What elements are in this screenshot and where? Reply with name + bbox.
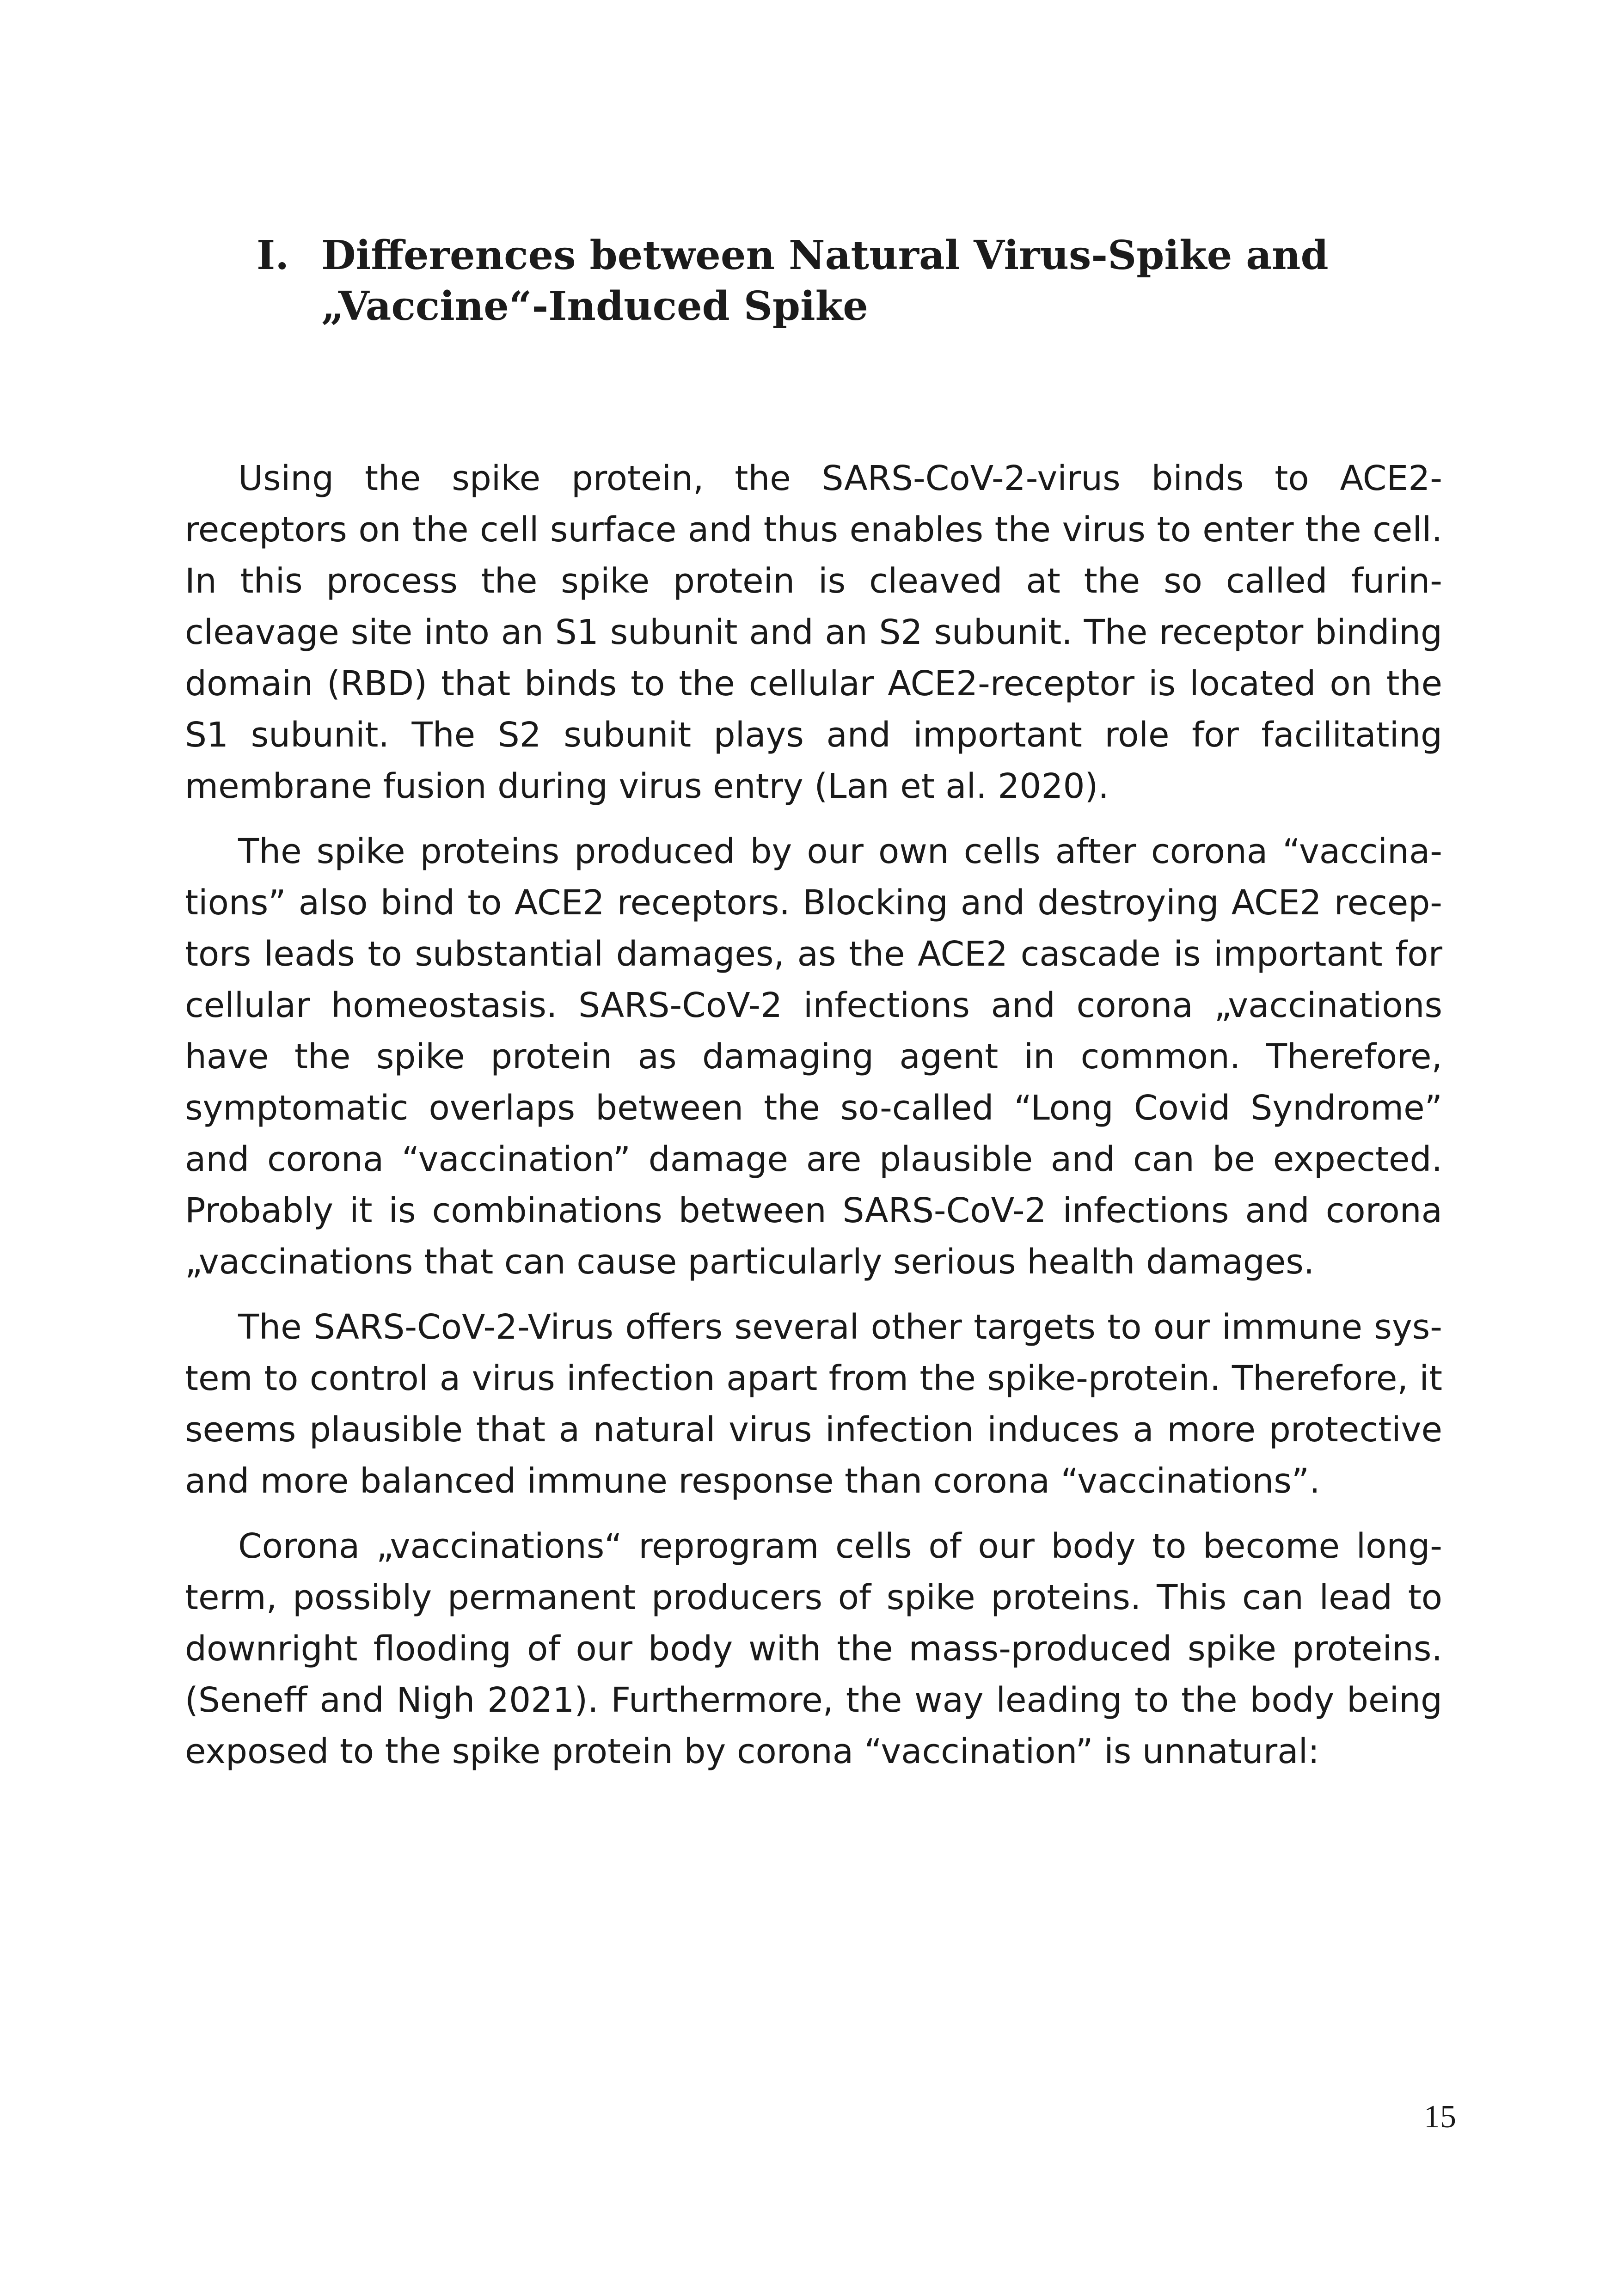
section-heading [257,230,1454,332]
page-number: 15 [1424,2099,1456,2135]
paragraph-3: The SARS-CoV-2-Virus offers several other targets to our immune system to control a virus infection apart from the spike-protein. Therefore, it seems plausible that a natural virus infection induces a more protective and more balanced immune response than corona “vaccinations”. [185,1307,1442,1501]
section-number: I. [257,232,289,279]
paragraph-4: Corona „vaccinations“ reprogram cells of our body to become long-term, possibly permanent producers of spike proteins. This can lead to downright flooding of our body with the mass-produced spike proteins. (Seneff and Nigh 2021). Furthermore, the way leading to the body being exposed to the spike protein by corona “vaccination” is unnatural: [185,1526,1442,1771]
body-text [185,453,1442,1791]
section-title: Differences between Natural Virus-Spike and „Vaccine“-Induced Spike [321,232,1329,330]
paragraph-2: The spike proteins produced by our own cells after corona “vaccinations” also bind to ACE2 receptors. Blocking and destroying ACE2 receptors leads to substantial damages, as the ACE2 cascade is important for cellular homeostasis. SARS-CoV-2 infections and corona „vaccinations have the spike protein as damaging agent in common. Therefore, symptomatic overlaps between the so-called “Long Covid Syndrome” and corona “vaccination” damage are plausible and can be expected. Probably it is combinations between SARS-CoV-2 infections and corona „vaccinations that can cause particularly serious health damages. [185,832,1442,1282]
paragraph-1: Using the spike protein, the SARS-CoV-2-virus binds to ACE2-receptors on the cell surface and thus enables the virus to enter the cell. In this process the spike protein is cleaved at the so called furin-cleavage site into an S1 subunit and an S2 subunit. The receptor binding domain (RBD) that binds to the cellular ACE2-receptor is located on the S1 subunit. The S2 subunit plays and important role for facilitating membrane fusion during virus entry (Lan et al. 2020). [185,459,1442,806]
